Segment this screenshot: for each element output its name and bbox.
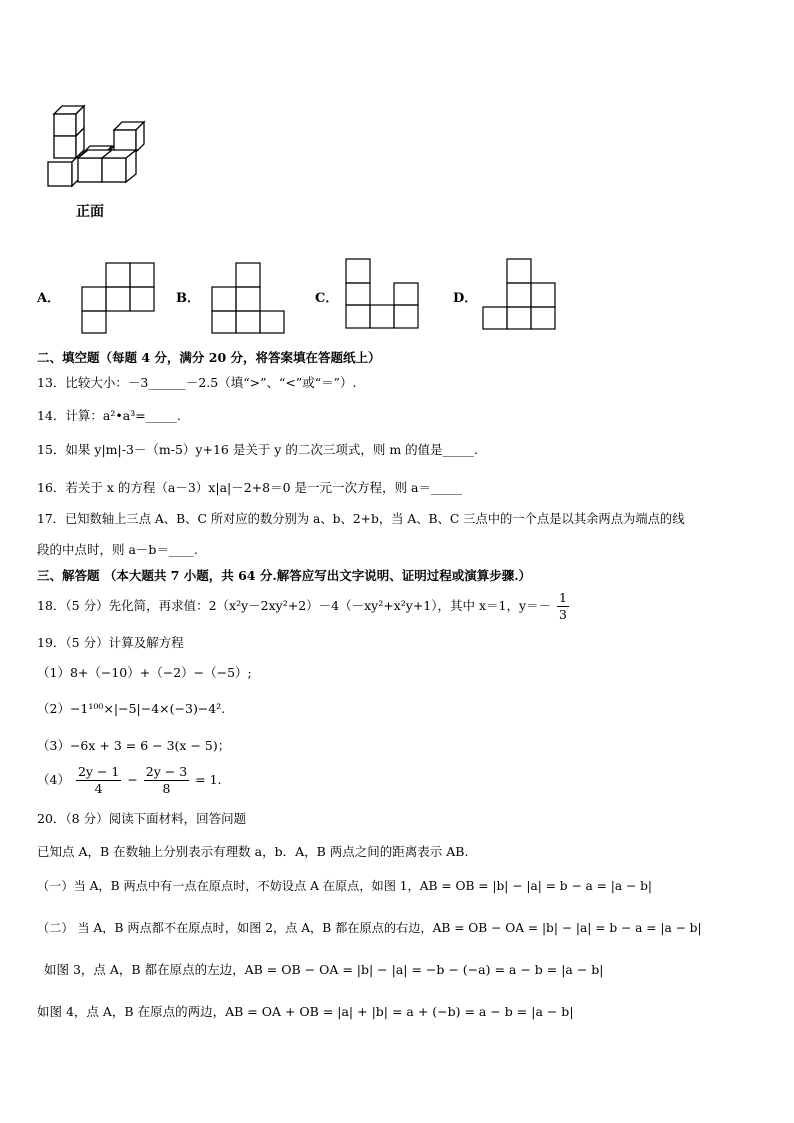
q18-prefix: 18．（5 分）先化简，再求值：2（x²y－2xy²+2）－4（－xy²+x²y+1），其中 x＝1，y＝－ (37, 598, 552, 613)
q20-intro: 已知点 A，B 在数轴上分别表示有理数 a，b．A，B 两点之间的距离表示 AB. (37, 844, 469, 859)
q19-p4 (37, 764, 222, 797)
q20-case2: （二） 当 A，B 两点都不在原点时，如图 2，点 A，B 都在原点的右边，AB = OB − OA = |b| − |a| = b − a = |a − b| (37, 921, 702, 935)
q17-line2: 段的中点时，则 a－b＝____. (37, 542, 198, 557)
q19-p4-frac1 (76, 764, 121, 797)
q18-frac-den: 3 (559, 607, 567, 622)
q19-p4-tail: = 1. (195, 772, 222, 787)
q19-p4-frac2 (144, 764, 189, 797)
option-b-grid (211, 262, 287, 334)
q18-fraction (557, 590, 569, 623)
option-c-grid (345, 258, 421, 330)
q19-p3: （3）−6x + 3 = 6 − 3(x − 5)； (37, 738, 231, 753)
option-a-label: A． (37, 291, 61, 306)
q18-frac-num: 1 (559, 590, 567, 605)
q16: 16．若关于 x 的方程（a－3）x|a|－2+8＝0 是一元一次方程，则 a＝_____ (37, 480, 463, 495)
q19-p4-minus: − (127, 772, 138, 787)
q14: 14．计算：a²•a³=_____. (37, 408, 181, 423)
q19-p1: （1）8+（−10）+（−2）−（−5）; (37, 665, 252, 680)
option-a-grid (81, 262, 157, 334)
section2-heading: 二、填空题（每题 4 分，满分 20 分，将答案填在答题纸上） (37, 350, 381, 365)
option-c-label: C． (315, 291, 339, 306)
cube-figure (44, 100, 154, 192)
q19-p2: （2）−1¹⁰⁰×|−5|−4×(−3)−4². (37, 701, 226, 716)
option-d-label: D． (453, 291, 478, 306)
option-b-label: B． (176, 291, 200, 306)
q19-p4-frac2-num: 2y − 3 (145, 764, 188, 779)
q19-p4-label: （4） (37, 772, 70, 787)
q20-case3: 如图 3，点 A，B 都在原点的左边，AB = OB − OA = |b| − |a| = −b − (−a) = a − b = |a − b| (44, 962, 604, 977)
q13: 13．比较大小：－3______－2.5（填“>”、“<”或“＝”）. (37, 375, 357, 390)
q17-line1: 17．已知数轴上三点 A、B、C 所对应的数分别为 a、b、2+b，当 A、B、C 三点中的一个点是以其余两点为端点的线 (37, 512, 685, 526)
q18 (37, 590, 571, 623)
section3-heading: 三、解答题 （本大题共 7 小题，共 64 分.解答应写出文字说明、证明过程或演算步骤.） (37, 568, 532, 583)
q19-p4-frac1-den: 4 (94, 781, 103, 796)
q15: 15．如果 y|m|-3－（m-5）y+16 是关于 y 的二次三项式，则 m 的值是_____. (37, 442, 478, 457)
q20-heading: 20．（8 分）阅读下面材料，回答问题 (37, 811, 247, 826)
q19-heading: 19．（5 分）计算及解方程 (37, 635, 184, 650)
figure-caption: 正面 (76, 204, 104, 220)
q19-p4-frac1-num: 2y − 1 (77, 764, 120, 779)
q19-p4-frac2-den: 8 (162, 781, 171, 796)
q20-case1: （一）当 A，B 两点中有一点在原点时，不妨设点 A 在原点，如图 1，AB = OB = |b| − |a| = b − a = |a − b| (37, 879, 653, 893)
option-d-grid (482, 258, 558, 330)
q20-case4: 如图 4，点 A，B 在原点的两边，AB = OA + OB = |a| + |b| = a + (−b) = a − b = |a − b| (37, 1004, 574, 1019)
